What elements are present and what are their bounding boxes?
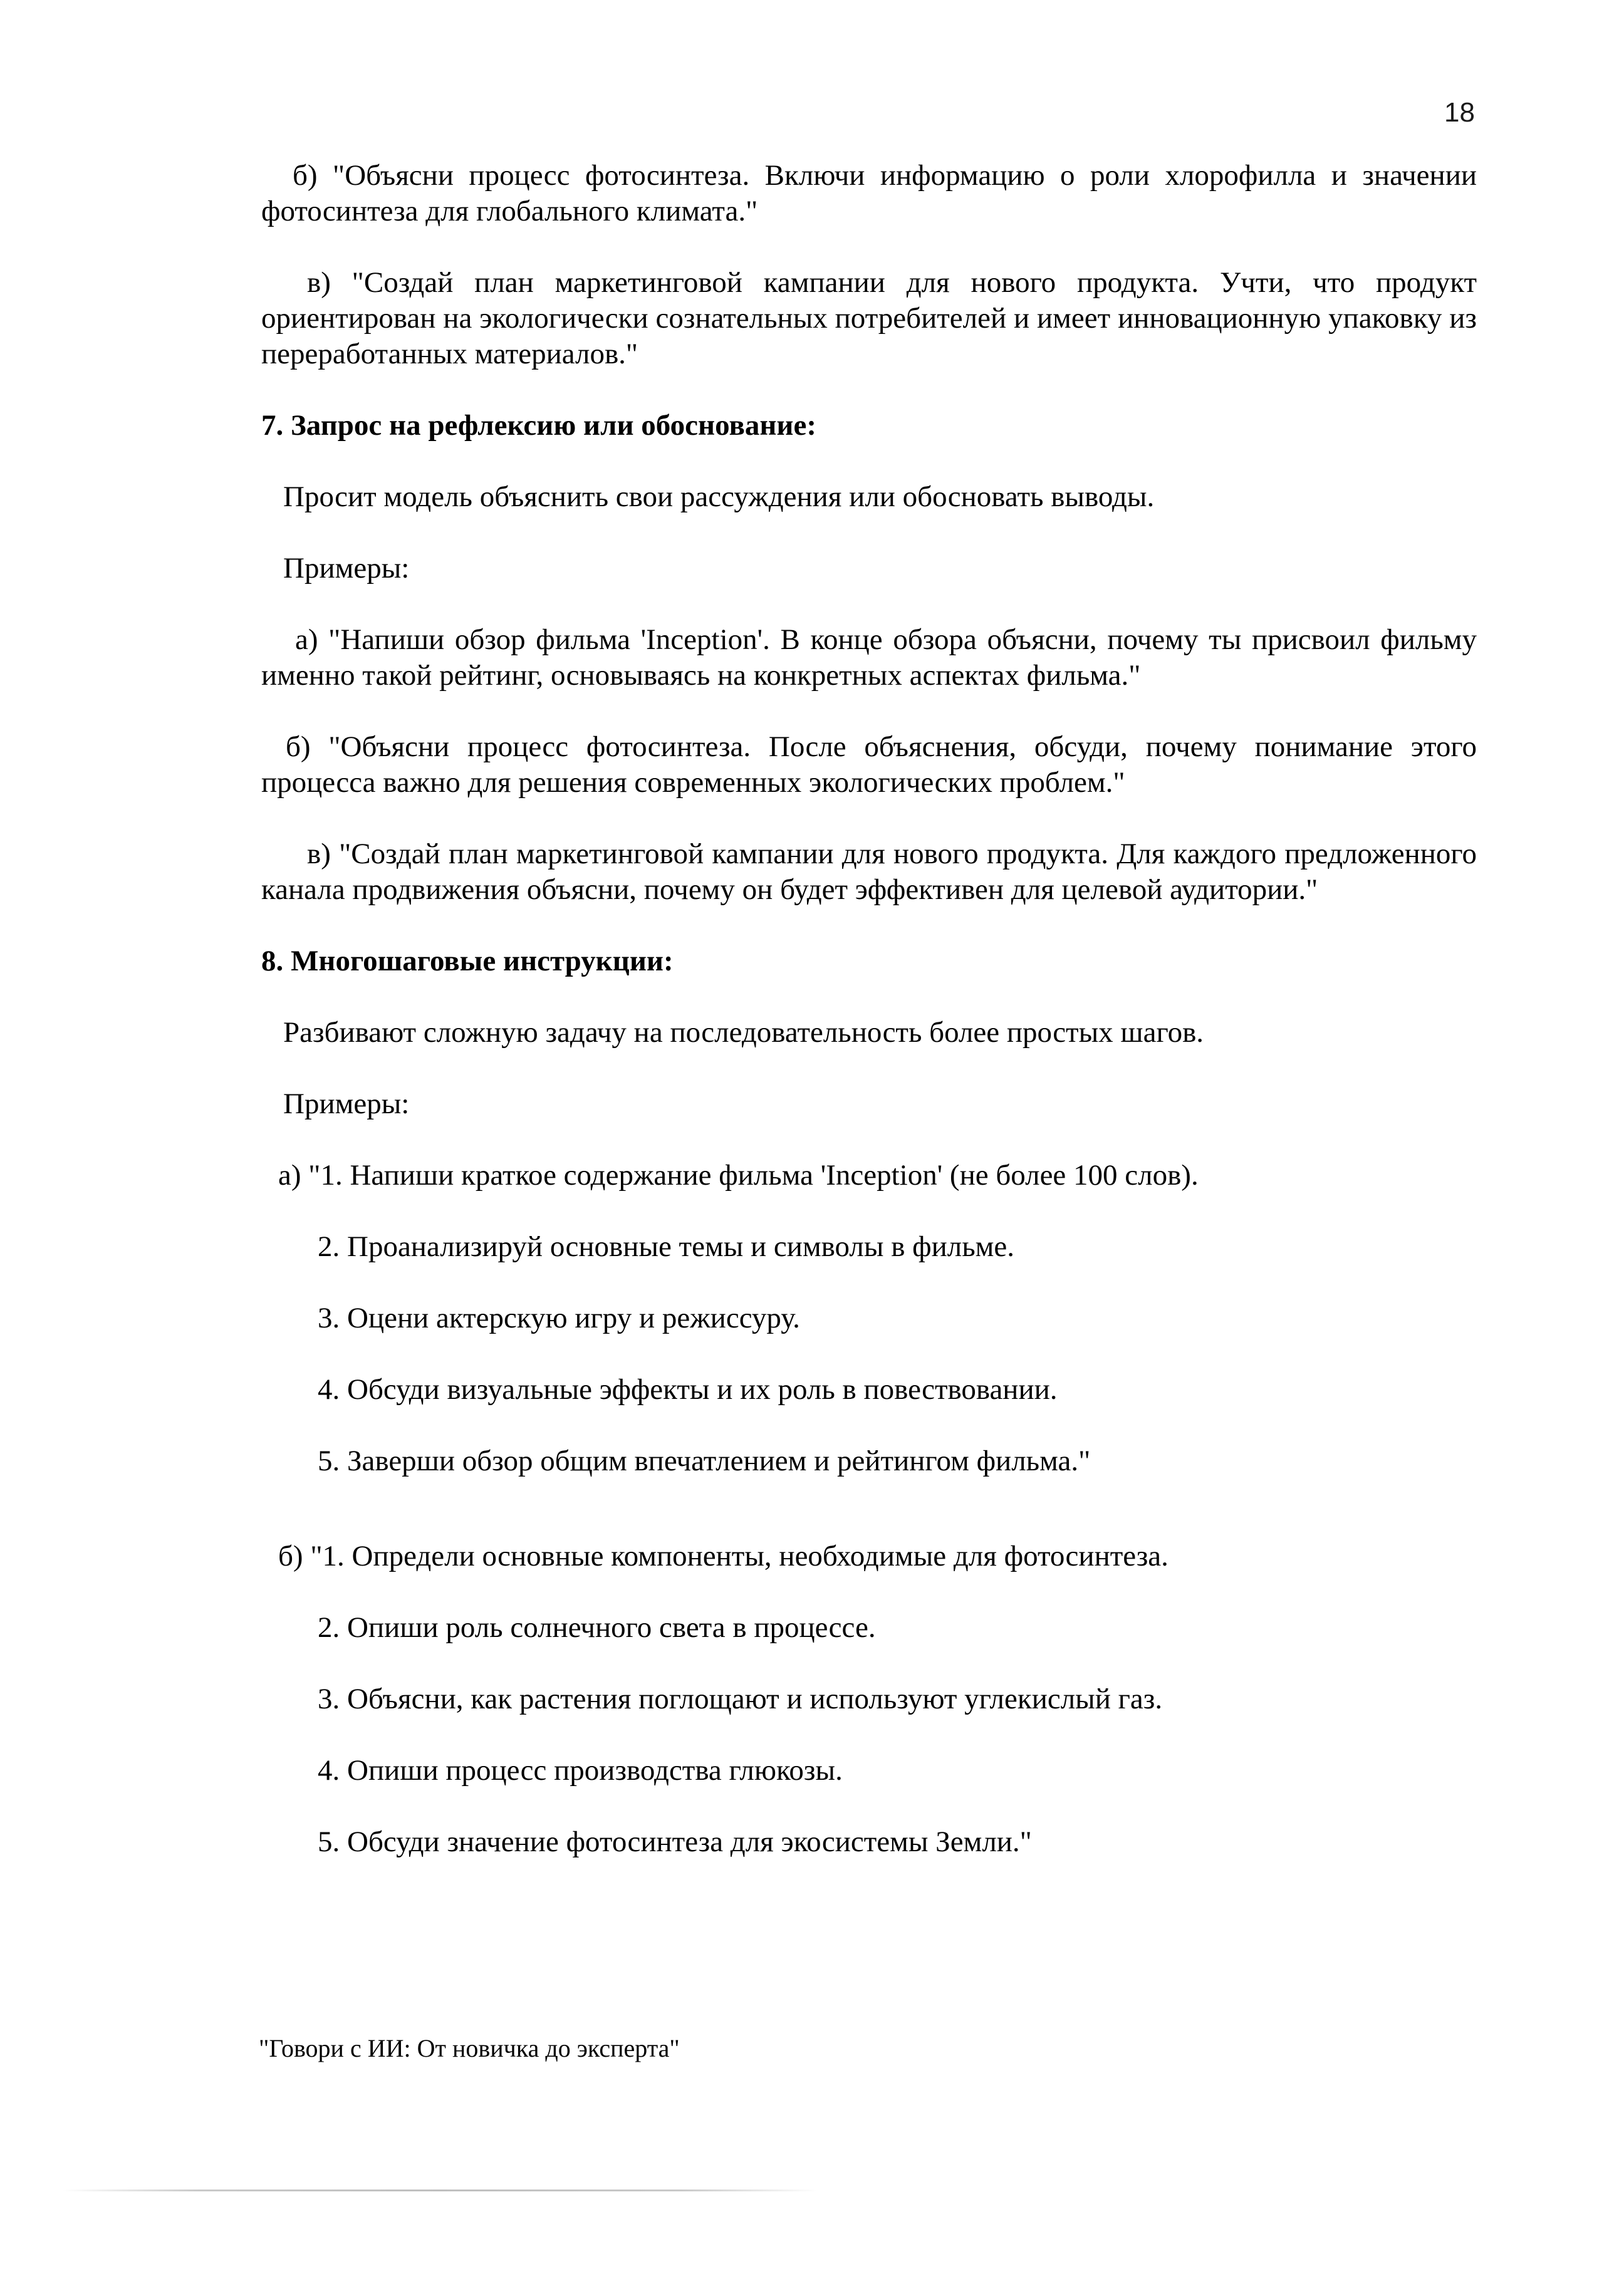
multistep-list-b-item-3: 3. Объясни, как растения поглощают и используют углекислый газ. <box>318 1683 1163 1715</box>
example-quote-photosynthesis-b: б) "Объясни процесс фотосинтеза. Включи информацию о роли хлорофилла и значении фотосинтеза для глобального климата." <box>261 159 1477 227</box>
section-heading-8: 8. Многошаговые инструкции: <box>261 945 674 977</box>
document-body <box>261 158 1477 1896</box>
multistep-list-b-item-4: 4. Опиши процесс производства глюкозы. <box>318 1754 843 1787</box>
multistep-list-b-item-1: б) "1. Определи основные компоненты, необходимые для фотосинтеза. <box>278 1540 1169 1572</box>
section-8-description: Разбивают сложную задачу на последовательность более простых шагов. <box>283 1016 1204 1049</box>
multistep-list-a-item-3: 3. Оцени актерскую игру и режиссуру. <box>318 1302 800 1334</box>
example-quote-marketing-v: в) "Создай план маркетинговой кампании для нового продукта. Учти, что продукт ориентирован на экологически сознательных потребителей и имеет инновационную упаковку из переработанных материалов." <box>261 266 1477 370</box>
multistep-list-a-item-5: 5. Заверши обзор общим впечатлением и рейтингом фильма." <box>318 1445 1091 1477</box>
page-number: 18 <box>1444 97 1475 128</box>
examples-label: Примеры: <box>283 552 410 584</box>
multistep-list-a-item-1: а) "1. Напиши краткое содержание фильма 'Inception' (не более 100 слов). <box>278 1159 1199 1192</box>
multistep-list-b-item-5: 5. Обсуди значение фотосинтеза для экосистемы Земли." <box>318 1826 1032 1858</box>
section-7-description: Просит модель объяснить свои рассуждения или обосновать выводы. <box>283 480 1155 513</box>
section-heading-7: 7. Запрос на рефлексию или обоснование: <box>261 409 817 442</box>
multistep-list-a-item-2: 2. Проанализируй основные темы и символы в фильме. <box>318 1230 1015 1263</box>
example-quote-marketing-v2: в) "Создай план маркетинговой кампании для нового продукта. Для каждого предложенного канала продвижения объясни, почему он будет эффективен для целевой аудитории." <box>261 838 1477 906</box>
examples-label-2: Примеры: <box>283 1088 410 1120</box>
footer-divider <box>63 2190 818 2191</box>
example-quote-photosynthesis-b2: б) "Объясни процесс фотосинтеза. После объяснения, обсуди, почему понимание этого процесса важно для решения современных экологических проблем." <box>261 730 1477 799</box>
example-quote-inception-a: а) "Напиши обзор фильма 'Inception'. В конце обзора объясни, почему ты присвоил фильму именно такой рейтинг, основываясь на конкретных аспектах фильма." <box>261 623 1477 692</box>
multistep-list-a-item-4: 4. Обсуди визуальные эффекты и их роль в повествовании. <box>318 1373 1058 1406</box>
footer-book-title: "Говори с ИИ: От новичка до эксперта" <box>259 2034 680 2062</box>
multistep-list-b-item-2: 2. Опиши роль солнечного света в процессе. <box>318 1611 876 1644</box>
